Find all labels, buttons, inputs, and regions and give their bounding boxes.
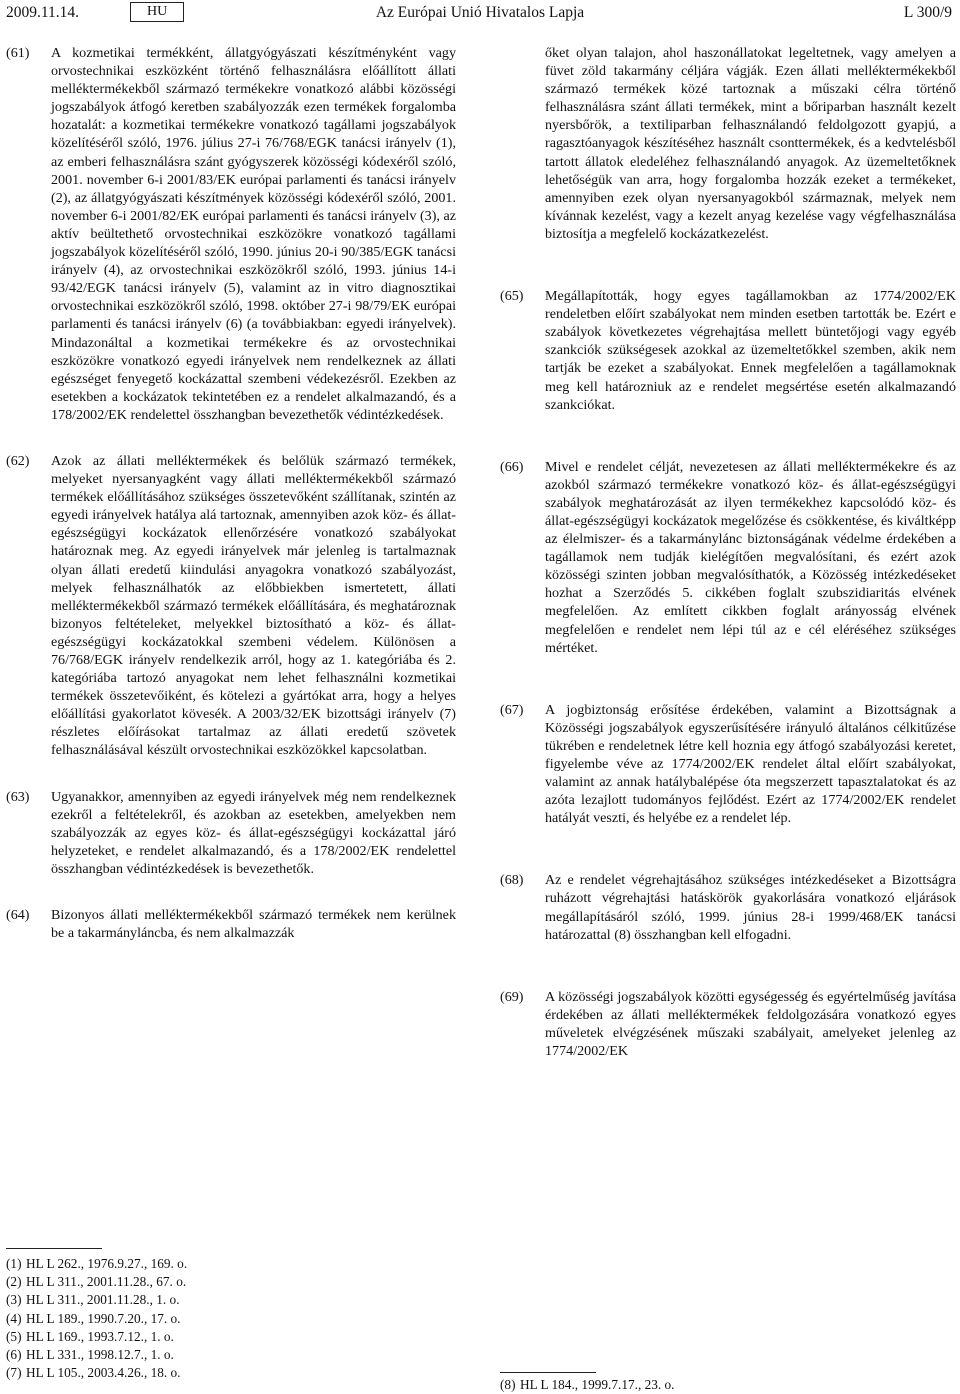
recital-64 bbox=[6, 906, 456, 942]
recital-text: Bizonyos állati melléktermékekből származó termékek nem kerülnek be a takarmányláncba, és nem alkalmazzák bbox=[51, 907, 456, 942]
footnote-ref: (4) bbox=[6, 1310, 22, 1326]
footnote-ref: (2) bbox=[6, 1274, 22, 1290]
recital-number: (69) bbox=[500, 988, 524, 1005]
recital-number: (65) bbox=[500, 288, 524, 305]
recital-text: A kozmetikai termékként, állatgyógyászati készítményként vagy orvostechnikai eszközként történő felhasználásra előállított állati melléktermékekből származó termékekre vonatkozó alábbi közösségi jogszabályok átfogó keretben szabályozzák ezen termékek forgalomba hozatalát: a kozmetikai termékekre vonatkozó tagállami jogszabályok közelítéséről szóló, 1976. július 27-i 76/768/EGK tanácsi irányelv (1), az emberi felhasználásra szánt gyógyszerek közösségi kódexéről szóló, 2001. november 6-i 2001/83/EK európai parlamenti és tanácsi irányelv (2), az állatgyógyászati készítmények közösségi kódexéről szóló, 2001. november 6-i 2001/82/EK európai parlamenti és tanácsi irányelv (3), az aktív beültethető orvostechnikai eszközökre vonatkozó tagállami jogszabályok közelítéséről szóló, 1990. június 20-i 90/385/EGK tanácsi irányelv (4), az orvostechnikai eszközökről szóló, 1993. június 14-i 93/42/EGK tanácsi irányelv (5), valamint az in vitro diagnosztikai orvostechnikai eszközökről szóló, 1998. október 27-i 98/79/EK európai parlamenti és tanácsi irányelv (6) (a továbbiakban: egyedi irányelvek). Mindazonáltal a kozmetikai termékekre és az orvostechnikai eszközökre vonatkozó egyedi irányelvek nem rendelkeznek az állati egészséget fenyegető kockázattal szembeni védekezésről. Ezekben az esetekben a kockázatok tekintetében ez a rendelet alkalmazandó, és a 178/2002/EK rendelettel összhangban bevezethetők védintézkedések. bbox=[51, 45, 456, 423]
recital-67 bbox=[500, 701, 956, 828]
footnote-ref: (8) bbox=[500, 1377, 516, 1392]
footnote-ref: (7) bbox=[6, 1365, 22, 1381]
footnote-divider-right bbox=[500, 1372, 596, 1373]
footnote-text: HL L 169., 1993.7.12., 1. o. bbox=[26, 1328, 174, 1344]
recital-number: (68) bbox=[500, 872, 524, 889]
footnote bbox=[6, 1346, 426, 1364]
footnote bbox=[6, 1310, 426, 1328]
recital-text: Megállapították, hogy egyes tagállamokban az 1774/2002/EK rendeletben előírt szabályokat nem minden esetben tartották be. Ezért e szabályok következetes végrehajtása mellett büntetőjogi vagy egyéb szankciók szükségesek azokkal az üzemeltetőkkel szemben, akik nem tartják be ezeket a szabályokat. Ennek megfelelően a tagállamoknak meg kell határozniuk az e rendelet megsértése esetén alkalmazandó szankciókat. bbox=[545, 288, 956, 413]
recital-text: Azok az állati melléktermékek és belőlük származó termékek, melyeket nyersanyagként vagy állati melléktermékekből származó termékek előállításához szükséges összetevőként szállítanak, szintén az egyedi irányelvek hatálya alá tartoznak, amennyiben azok köz- és állat-egészségügyi kockázatok ellenőrzésére vonatkozó szabályokat határoznak meg. Az egyedi irányelvek már jelenleg is tartalmaznak olyan állati eredetű kiindulási anyagokra vonatkozó szabályozást, melyek felhasználhatók az előbbiekben ismertetett, állati melléktermékekből származó termékek előállítására, és meghatároznak bizonyos feltételeket, melyekkel biztosítható a köz- és állat-egészségügyi kockázatokkal szembeni védelem. Különösen a 76/768/EGK irányelv rendelkezik arról, hogy az 1. kategóriába és 2. kategóriába tartozó anyagokat nem lehet felhasználni kozmetikai termékek összetevőiként, és kötelezi a gyártókat arra, hogy a helyes előállítási gyakorlatot kövesék. A 2003/32/EK bizottsági irányelv (7) részletes előírásokat tartalmaz az állati eredetű szövetek felhasználásával készült orvostechnikai eszközökkel kapcsolatban. bbox=[51, 452, 456, 759]
language-badge: HU bbox=[130, 2, 184, 22]
recital-text: Az e rendelet végrehajtásához szükséges intézkedéseket a Bizottságra ruházott végrehajtási hatáskörök gyakorlására vonatkozó eljárások megállapításáról szóló, 1999. június 28-i 1999/468/EK tanácsi határozattal (8) összhangban kell elfogadni. bbox=[545, 872, 956, 943]
footnote bbox=[6, 1291, 426, 1309]
footnote bbox=[6, 1328, 426, 1346]
recital-number: (67) bbox=[500, 701, 524, 718]
left-column bbox=[6, 44, 456, 942]
recital-number: (61) bbox=[6, 45, 30, 61]
journal-title: Az Európai Unió Hivatalos Lapja bbox=[375, 4, 585, 21]
footnote-ref: (6) bbox=[6, 1347, 22, 1363]
footnote-ref: (1) bbox=[6, 1256, 22, 1271]
footnote-text: HL L 184., 1999.7.17., 23. o. bbox=[520, 1377, 675, 1392]
footnotes-left bbox=[6, 1255, 426, 1382]
footnote bbox=[6, 1364, 426, 1382]
recital-66 bbox=[500, 458, 956, 657]
footnote bbox=[6, 1273, 426, 1291]
recital-number: (66) bbox=[500, 458, 524, 475]
recital-61 bbox=[6, 44, 456, 424]
footnote-text: HL L 189., 1990.7.20., 17. o. bbox=[26, 1310, 181, 1326]
recital-62 bbox=[6, 452, 456, 760]
recital-64-continued bbox=[500, 44, 956, 243]
recital-69 bbox=[500, 988, 956, 1060]
recital-number: (63) bbox=[6, 788, 30, 805]
footnote bbox=[6, 1255, 426, 1273]
footnote-text: HL L 311., 2001.11.28., 1. o. bbox=[26, 1292, 180, 1308]
footnote bbox=[500, 1376, 920, 1394]
footnote-text: HL L 311., 2001.11.28., 67. o. bbox=[26, 1274, 187, 1290]
right-column bbox=[500, 44, 956, 1060]
footnote-text: HL L 105., 2003.4.26., 18. o. bbox=[26, 1365, 181, 1381]
recital-number: (62) bbox=[6, 452, 30, 469]
footnote-divider bbox=[6, 1248, 102, 1249]
footnote-ref: (3) bbox=[6, 1292, 22, 1308]
recital-text: A közösségi jogszabályok közötti egységesség és egyértelműség javítása érdekében az állati melléktermékek feldolgozására vonatkozó egyes műveletek elvégzésének műszaki szabályait, amelyeket jelenleg az 1774/2002/EK bbox=[545, 988, 956, 1060]
recital-number: (64) bbox=[6, 907, 30, 924]
page-number: L 300/9 bbox=[903, 4, 952, 21]
recital-65 bbox=[500, 287, 956, 414]
recital-text: Ugyanakkor, amennyiben az egyedi irányelvek még nem rendelkeznek ezekről a feltételekről, és azokban az esetekben, amelyekben nem szabályozzák az egyes köz- és állat-egészségügyi kockázattal járó helyzeteket, e rendelet alkalmazandó, és a 178/2002/EK rendelettel összhangban védintézkedések is bevezethetők. bbox=[51, 788, 456, 877]
page-header bbox=[0, 0, 960, 26]
recital-63 bbox=[6, 788, 456, 878]
recital-text: A jogbiztonság erősítése érdekében, valamint a Bizottságnak a Közösségi jogszabályok egyszerűsítésére irányuló általános célkitűzése tükrében e rendeletnek létre kell hoznia egy átfogó szabályozási keretet, figyelembe véve az 1774/2002/EK rendelet által előírt szabályokat, valamint az annak hatálybalépése óta megszerzett tapasztalatokat és az azóta lezajlott tudományos fejlődést. Ezért az 1774/2002/EK rendelet hatályát veszti, és helyébe ez a rendelet lép. bbox=[545, 701, 956, 827]
footnote-text: HL L 262., 1976.9.27., 169. o. bbox=[26, 1256, 188, 1271]
footnotes-right bbox=[500, 1376, 920, 1394]
recital-text: Mivel e rendelet célját, nevezetesen az állati melléktermékekre és az azokból származó termékekre vonatkozó köz- és állat-egészségügyi szabályok meghatározását az ilyen termékekhez kapcsolódó köz- és állat-egészségügyi kockázatok megelőzése és csökkentése, és kiváltképp az élelmiszer- és a takarmánylánc biztonságának védelme érdekében a tagállamok nem tudják kielégítően megvalósítani, és ezért azok közösségi szinten jobban megvalósíthatók, a Közösség intézkedéseket hozhat a Szerződés 5. cikkében foglalt szubszidiaritás elvének megfelelően. Az említett cikkben foglalt arányosság elvének megfelelően e rendelet nem lépi túl az e cél eléréséhez szükséges mértéket. bbox=[545, 458, 956, 656]
recital-68 bbox=[500, 871, 956, 943]
footnote-text: HL L 331., 1998.12.7., 1. o. bbox=[26, 1347, 174, 1363]
footnote-ref: (5) bbox=[6, 1328, 22, 1344]
recital-text: őket olyan talajon, ahol haszonállatokat legeltetnek, vagy amelyen a füvet zöld takarmány céljára vágják. Ezen állati melléktermékekből származó termékek közé tartoznak a műszaki célra történő felhasználásra szánt állati termékek, mint a bőriparban használt kezelt nyersbőrök, a textiliparban felhasználandó feldolgozott gyapjú, a ragasztóanyagok készítéséhez használt csonttermékek, és a kedvtelésből tartott állatok eledeléhez felhasználandó anyagok. Az üzemeltetőknek lehetőségük van arra, hogy forgalomba hozzák ezeket a termékeket, amennyiben ezek olyan nyersanyagokból származnak, melyek nem kívánnak kezelést, vagy a kezelt anyag kezelése vagy végfelhasználása biztosítja a megfelelő kockázatkezelést. bbox=[545, 45, 956, 242]
publication-date: 2009.11.14. bbox=[6, 4, 80, 21]
recital-number bbox=[500, 44, 545, 243]
